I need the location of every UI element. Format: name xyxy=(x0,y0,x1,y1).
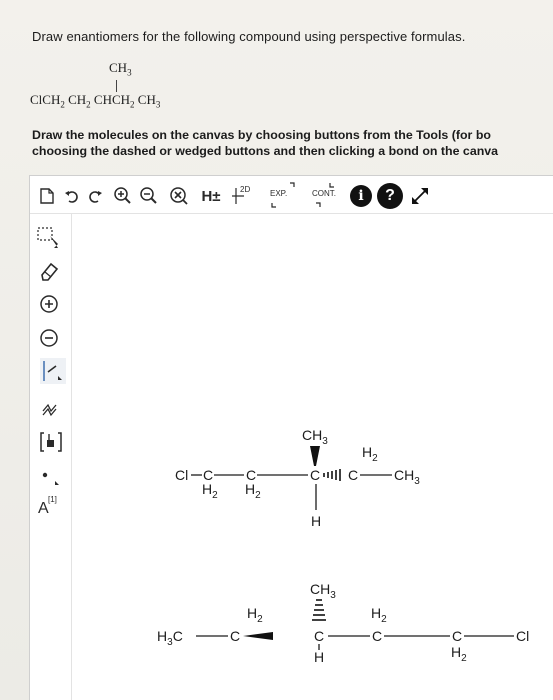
compound-chain xyxy=(30,92,160,110)
contract-label: CONT. xyxy=(312,189,336,198)
redo-icon[interactable] xyxy=(86,187,104,205)
compound-chain-text: CHCH xyxy=(90,92,131,107)
carbon-atom[interactable]: C xyxy=(452,628,463,644)
compound-bond-line xyxy=(116,80,117,92)
atom-label-tool[interactable] xyxy=(36,494,66,520)
hydrogen-atom[interactable]: H xyxy=(314,649,325,665)
molecule-1[interactable] xyxy=(175,427,420,529)
info-label: i xyxy=(358,188,364,204)
radical-dot-icon[interactable] xyxy=(38,464,62,488)
fullscreen-icon[interactable] xyxy=(408,185,432,207)
hash-bond[interactable] xyxy=(324,469,340,481)
methyl-group: $CH_3$ xyxy=(310,581,336,601)
expand-button[interactable] xyxy=(266,181,300,209)
hydrogen-toggle-button[interactable] xyxy=(196,186,226,206)
compound-methyl: $CH_3$ xyxy=(109,60,132,78)
hydrogen-label: $H_2$ xyxy=(247,605,263,625)
carbon-atom[interactable]: C xyxy=(203,467,214,483)
new-document-icon[interactable] xyxy=(39,187,55,205)
expand-label: EXP. xyxy=(270,189,288,198)
carbon-atom[interactable]: C xyxy=(372,628,383,644)
hydrogen-label: $H_2$ xyxy=(202,481,218,501)
zoom-in-icon[interactable] xyxy=(112,185,134,207)
positive-charge-icon[interactable] xyxy=(37,292,61,316)
compound-chain-text: CH xyxy=(64,92,87,107)
chlorine-atom[interactable]: Cl xyxy=(175,467,189,483)
stereocenter-carbon[interactable]: C xyxy=(314,628,325,644)
molecule-drawings xyxy=(72,214,553,700)
hydrogen-label: $H_2$ xyxy=(362,444,378,464)
template-bracket-icon[interactable] xyxy=(38,430,64,454)
methyl-group: $CH_3$ xyxy=(394,467,420,487)
compound-chain-subscript: 3 xyxy=(155,99,161,110)
bond-tool-icon[interactable] xyxy=(40,358,66,384)
hydrogen-label: $H_2$ xyxy=(371,605,387,625)
info-icon[interactable] xyxy=(350,185,372,207)
hash-bond[interactable] xyxy=(312,600,326,620)
two-d-clean-button[interactable] xyxy=(230,184,258,208)
instructions xyxy=(32,127,553,159)
undo-icon[interactable] xyxy=(63,187,81,205)
chain-tool-icon[interactable] xyxy=(38,396,62,420)
wedge-bond[interactable] xyxy=(243,632,273,640)
clear-canvas-icon[interactable] xyxy=(168,185,190,207)
stereocenter-carbon[interactable]: C xyxy=(310,467,321,483)
carbon-atom[interactable]: C xyxy=(246,467,257,483)
charge-label-text: [1] xyxy=(48,495,57,504)
compound-structure xyxy=(30,58,290,118)
two-d-clean-label: 2D xyxy=(240,185,251,194)
negative-charge-icon[interactable] xyxy=(37,326,61,350)
instructions-line-1: Draw the molecules on the canvas by choosing buttons from the Tools (for bo xyxy=(32,128,491,142)
methyl-group: $H_3C$ xyxy=(157,628,183,648)
select-lasso-icon[interactable] xyxy=(36,226,62,250)
compound-chain-subscript: 2 xyxy=(86,99,91,110)
carbon-atom[interactable]: C xyxy=(348,467,359,483)
hydrogen-atom[interactable]: H xyxy=(311,513,322,529)
help-icon[interactable] xyxy=(377,183,403,209)
instructions-line-2: choosing the dashed or wedged buttons and then clicking a bond on the canva xyxy=(32,144,499,158)
help-label: ? xyxy=(385,187,395,204)
methyl-group: $CH_3$ xyxy=(302,427,328,447)
molecule-2[interactable] xyxy=(157,581,529,665)
hydrogen-label: $H_2$ xyxy=(245,481,261,501)
carbon-atom[interactable]: C xyxy=(230,628,241,644)
editor-top-toolbar xyxy=(30,176,553,214)
hydrogen-toggle-label: H± xyxy=(201,187,221,205)
wedge-bond[interactable] xyxy=(310,446,320,466)
molecule-editor xyxy=(29,175,553,700)
drawing-canvas[interactable] xyxy=(72,214,553,700)
zoom-out-icon[interactable] xyxy=(138,185,160,207)
editor-left-toolbar xyxy=(30,214,72,700)
question-prompt: Draw enantiomers for the following compound using perspective formulas. xyxy=(32,29,466,44)
contract-button[interactable] xyxy=(308,181,344,209)
compound-chain-text: ClCH xyxy=(30,92,61,107)
eraser-icon[interactable] xyxy=(36,258,62,284)
chlorine-atom[interactable]: Cl xyxy=(516,628,530,644)
compound-chain-subscript: 2 xyxy=(130,99,135,110)
compound-chain-text: CH xyxy=(134,92,156,107)
compound-chain-subscript: 2 xyxy=(60,99,65,110)
atom-label-text: A xyxy=(38,500,49,517)
hydrogen-label: $H_2$ xyxy=(451,644,467,664)
